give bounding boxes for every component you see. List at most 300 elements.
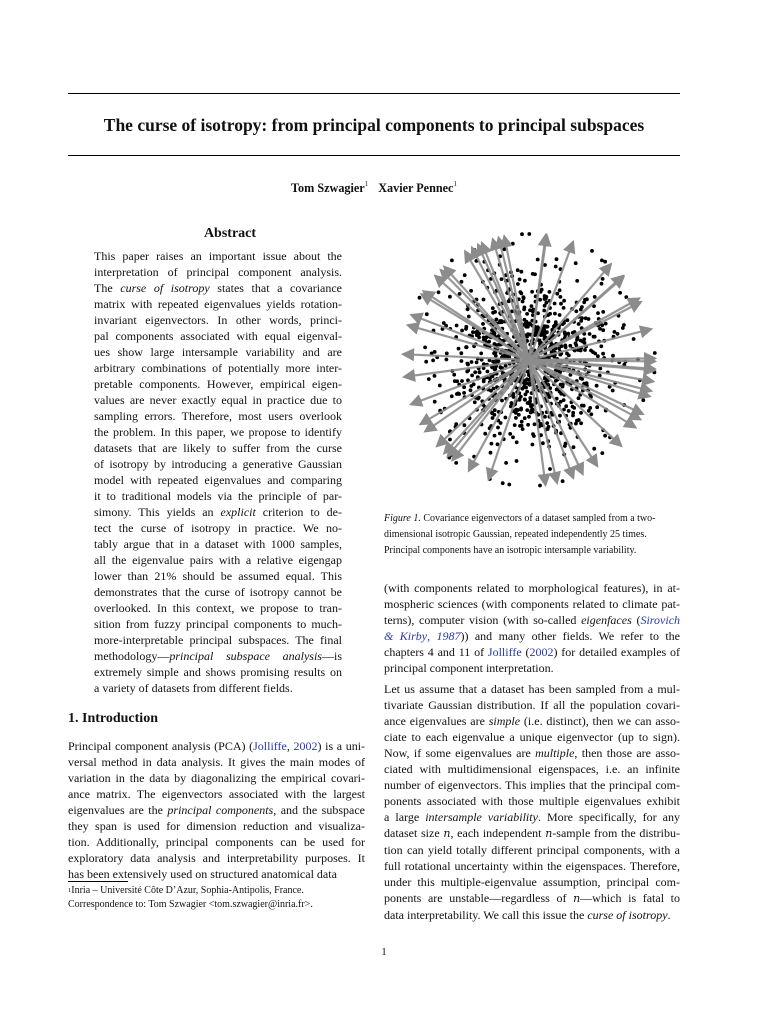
italic-text: multiple xyxy=(535,746,575,760)
sample-point xyxy=(466,362,470,366)
text-line: dataset size n, each independent n-sample from the distribu- xyxy=(384,826,681,840)
text-line: variation in the data by diagonalizing the empirical covari- xyxy=(68,771,365,785)
text-line: model with repeated eigenvalues and comparing xyxy=(94,473,342,487)
sample-point xyxy=(511,435,515,439)
citation-link[interactable]: 2002 xyxy=(293,739,318,753)
sample-point xyxy=(616,332,620,336)
sample-point xyxy=(492,360,496,364)
sample-point xyxy=(585,381,589,385)
sample-point xyxy=(501,481,505,485)
text-line: the problem. In this paper, we propose to identify xyxy=(94,425,342,439)
sample-point xyxy=(438,384,442,388)
sample-point xyxy=(507,483,511,487)
sample-point xyxy=(520,420,524,424)
text-line: all the eigenvalue pairs with a relative eigengap xyxy=(94,553,342,567)
text-line: extremely simple and shows promising results on xyxy=(94,665,342,679)
sample-point xyxy=(469,384,473,388)
sample-point xyxy=(624,295,628,299)
sample-point xyxy=(560,383,564,387)
text-line: (with components related to morphological features), in at- xyxy=(384,581,680,595)
sample-point xyxy=(601,328,605,332)
sample-point xyxy=(554,379,558,383)
sample-point xyxy=(523,398,527,402)
sample-point xyxy=(514,416,518,420)
text-line: they span is used for dimension reduction and visualiza- xyxy=(68,819,365,833)
text-line: ance matrix. The eigenvectors associated with the largest xyxy=(68,787,365,801)
sample-point xyxy=(531,272,535,276)
sample-point xyxy=(584,316,588,320)
sample-point xyxy=(577,396,581,400)
sample-point xyxy=(542,309,546,313)
text-line: demonstrates that the curse of isotropy cannot be xyxy=(94,585,342,599)
sample-point xyxy=(526,423,530,427)
right-column-paragraph-2 xyxy=(384,681,680,923)
sample-point xyxy=(525,390,529,394)
italic-text: principal subspace analysis xyxy=(169,649,322,663)
text-line: Now, if some eigenvalues are multiple, then those are asso- xyxy=(384,746,680,760)
text-line: tivariate Gaussian distribution. If all the population covari- xyxy=(384,698,680,712)
sample-point xyxy=(521,300,525,304)
sample-point xyxy=(483,432,487,436)
text-line: under this multiple-eigenvalue assumption, principal com- xyxy=(384,875,680,889)
sample-point xyxy=(433,350,437,354)
sample-point xyxy=(653,351,657,355)
sample-point xyxy=(579,411,583,415)
sample-point xyxy=(564,404,568,408)
sample-point xyxy=(555,257,559,261)
text-line: more-interpretable principal subspaces. The final xyxy=(94,633,342,647)
sample-point xyxy=(596,354,600,358)
sample-point xyxy=(475,361,479,365)
text-line: pal components associated with equal eigenval- xyxy=(94,329,342,343)
sample-point xyxy=(554,265,558,269)
text-line: ciate to each eigenvalue a unique eigenvector (up to sign). xyxy=(384,730,680,744)
sample-point xyxy=(433,400,437,404)
citation-link[interactable]: , xyxy=(427,629,437,643)
paper-title: The curse of isotropy: from principal components to principal subspaces xyxy=(103,115,645,135)
sample-point xyxy=(448,438,452,442)
sample-point xyxy=(498,432,502,436)
sample-point xyxy=(482,298,486,302)
sample-point xyxy=(525,408,529,412)
text-line: number of eigenvectors. This implies that the principal com- xyxy=(384,778,680,792)
sample-point xyxy=(500,277,504,281)
sample-point xyxy=(481,322,485,326)
sample-point xyxy=(587,409,591,413)
text-line: methodology—principal subspace analysis—is xyxy=(94,649,342,663)
sample-point xyxy=(546,427,550,431)
sample-point xyxy=(559,302,563,306)
sample-point xyxy=(559,295,563,299)
figure-1-caption: Figure 1. Covariance eigenvectors of a dataset sampled from a two- dimensional isotropic Gaussian, repeated independently 25 times. Principal components have an isotropic intersample variability. xyxy=(384,513,656,556)
sample-point xyxy=(528,322,532,326)
sample-point xyxy=(455,324,459,328)
text-line: a variety of datasets from different fields. xyxy=(94,681,293,695)
text-line: lower than 21% should be assumed equal. This xyxy=(94,569,342,583)
sample-point xyxy=(577,322,581,326)
page-number: 1 xyxy=(381,946,387,958)
footnote-mark: 1 xyxy=(68,887,72,894)
sample-point xyxy=(460,359,464,363)
sample-point xyxy=(527,232,531,236)
sample-point xyxy=(601,352,605,356)
sample-point xyxy=(595,405,599,409)
sample-point xyxy=(489,451,493,455)
sample-point xyxy=(545,421,549,425)
sample-point xyxy=(618,291,622,295)
author-name: Xavier Pennec xyxy=(378,181,454,195)
sample-point xyxy=(579,421,583,425)
text-line: principal component interpretation. xyxy=(384,661,554,675)
text-line: ance eigenvalues are simple (i.e. distinct), then we can asso- xyxy=(384,714,680,728)
sample-point xyxy=(520,270,524,274)
sample-point xyxy=(641,398,645,402)
text-line: data interpretability. We call this issue the curse of isotropy. xyxy=(384,908,671,922)
sample-point xyxy=(498,319,502,323)
footnote xyxy=(68,884,368,912)
section-heading-introduction: 1. Introduction xyxy=(68,711,158,726)
sample-point xyxy=(531,432,535,436)
sample-point xyxy=(521,427,525,431)
sample-point xyxy=(558,313,562,317)
text-line: exploratory data analysis and interpretability purposes. It xyxy=(68,851,365,865)
text-line: simony. This yields an explicit criterion to de- xyxy=(94,505,342,519)
text-line: ponents associated with those multiple eigenvalues exhibit xyxy=(384,794,680,808)
text-line: tion. Additionally, principal components can be used for xyxy=(68,835,365,849)
sample-point xyxy=(493,332,497,336)
sample-point xyxy=(564,345,568,349)
sample-point xyxy=(611,354,615,358)
italic-text: curse of isotropy xyxy=(587,908,668,922)
sample-point xyxy=(536,258,540,262)
sample-point xyxy=(450,259,454,263)
sample-point xyxy=(493,413,497,417)
text-line: & Kirby, 1987)) and many other fields. We refer to the xyxy=(384,629,681,643)
sample-point xyxy=(516,268,520,272)
sample-point xyxy=(531,443,535,447)
sample-point xyxy=(431,359,435,363)
sample-point xyxy=(575,338,579,342)
sample-point xyxy=(600,282,604,286)
sample-point xyxy=(518,397,522,401)
abstract-heading: Abstract xyxy=(203,226,257,241)
sample-point xyxy=(470,360,474,364)
citation-link[interactable]: & Kirby xyxy=(384,629,428,643)
sample-point xyxy=(592,447,596,451)
author-affiliation-mark: 1 xyxy=(364,180,369,188)
footnote-rule xyxy=(68,881,128,882)
sample-point xyxy=(600,451,604,455)
sample-point xyxy=(592,335,596,339)
top-rule xyxy=(68,93,680,94)
sample-point xyxy=(482,380,486,384)
sample-point xyxy=(513,423,517,427)
sample-point xyxy=(492,387,496,391)
sample-point xyxy=(464,327,468,331)
text-line: ciated with multidimensional eigenspaces, i.e. an infinite xyxy=(384,762,680,776)
sample-point xyxy=(465,345,469,349)
sample-point xyxy=(473,400,477,404)
sample-point xyxy=(566,332,570,336)
sample-point xyxy=(523,416,527,420)
sample-point xyxy=(585,297,589,301)
text-line: matrix with repeated eigenvalues yields rotation- xyxy=(94,297,342,311)
sample-point xyxy=(418,296,422,300)
sample-point xyxy=(518,278,522,282)
math-symbol: n xyxy=(573,892,581,905)
math-symbol: n xyxy=(443,827,451,840)
text-line: invariant eigenvectors. In other words, princi- xyxy=(94,313,342,327)
sample-point xyxy=(531,408,535,412)
sample-point xyxy=(462,391,466,395)
sample-point xyxy=(580,377,584,381)
sample-point xyxy=(553,302,557,306)
sample-point xyxy=(463,423,467,427)
sample-point xyxy=(579,319,583,323)
text-line: ponents are unstable—regardless of n—which is fatal to xyxy=(384,891,681,905)
sample-point xyxy=(522,308,526,312)
sample-point xyxy=(541,441,545,445)
sample-point xyxy=(433,374,437,378)
sample-point xyxy=(582,300,586,304)
text-line: tion can yield totally different principal components, with a xyxy=(384,843,680,857)
sample-point xyxy=(519,290,523,294)
sample-point xyxy=(491,416,495,420)
sample-point xyxy=(572,445,576,449)
footnote-affiliation: Inria – Université Côte D’Azur, Sophia-Antipolis, France. xyxy=(71,885,304,896)
sample-point xyxy=(514,408,518,412)
citation-link[interactable]: Sirovich xyxy=(640,613,681,627)
sample-point xyxy=(511,242,515,246)
sample-point xyxy=(523,279,527,283)
sample-point xyxy=(463,273,467,277)
sample-point xyxy=(632,337,636,341)
sample-point xyxy=(516,282,520,286)
caption-label: Figure 1. xyxy=(384,513,421,524)
sample-point xyxy=(588,332,592,336)
sample-point xyxy=(450,394,454,398)
sample-point xyxy=(523,318,527,322)
text-line: sampling errors. Therefore, most users overlook xyxy=(94,409,342,423)
sample-point xyxy=(530,304,534,308)
text-line: interpretation of principal component analysis. xyxy=(94,265,342,279)
sample-point xyxy=(544,297,548,301)
text-line: Principal component analysis (PCA) (Jolliffe, 2002) is a uni- xyxy=(68,739,366,753)
text-line: full rotational uncertainty within the eigenspaces. Therefore, xyxy=(384,859,680,873)
text-line: a large intersample variability. More specifically, for any xyxy=(384,810,681,824)
citation-link[interactable]: 2002 xyxy=(529,645,554,659)
sample-point xyxy=(515,459,519,463)
sample-point xyxy=(479,352,483,356)
sample-point xyxy=(520,424,524,428)
sample-point xyxy=(504,416,508,420)
sample-point xyxy=(508,432,512,436)
sample-point xyxy=(538,484,542,488)
sample-point xyxy=(604,322,608,326)
sample-point xyxy=(510,401,514,405)
sample-point xyxy=(561,479,565,483)
sample-point xyxy=(454,461,458,465)
sample-point xyxy=(424,360,428,364)
sample-point xyxy=(496,426,500,430)
sample-point xyxy=(459,351,463,355)
text-line: Let us assume that a dataset has been sampled from a mul- xyxy=(384,682,680,696)
sample-point xyxy=(593,295,597,299)
sample-point xyxy=(477,332,481,336)
sample-point xyxy=(583,341,587,345)
sample-point xyxy=(530,290,534,294)
sample-point xyxy=(603,260,607,264)
sample-point xyxy=(603,434,607,438)
title-bottom-rule xyxy=(68,155,680,156)
citation-link[interactable]: 1987 xyxy=(436,629,461,643)
sample-point xyxy=(524,386,528,390)
sample-point xyxy=(599,344,603,348)
sample-point xyxy=(580,305,584,309)
text-line: pretable components. However, empirical eigen- xyxy=(94,377,342,391)
author-affiliation-mark: 1 xyxy=(453,180,457,188)
sample-point xyxy=(437,290,441,294)
sample-point xyxy=(469,289,473,293)
sample-point xyxy=(568,344,572,348)
sample-point xyxy=(527,415,531,419)
sample-point xyxy=(522,295,526,299)
sample-point xyxy=(590,249,594,253)
sample-point xyxy=(456,392,460,396)
sample-point xyxy=(470,374,474,378)
sample-point xyxy=(445,358,449,362)
sample-point xyxy=(571,414,575,418)
sample-point xyxy=(558,414,562,418)
sample-point xyxy=(492,351,496,355)
text-line: mospheric sciences (with components related to climate pat- xyxy=(384,597,680,611)
sample-point xyxy=(473,370,477,374)
sample-point xyxy=(544,331,548,335)
sample-point xyxy=(601,310,605,314)
text-line: chapters 4 and 11 of Jolliffe (2002) for detailed examples of xyxy=(384,645,681,659)
citation-link[interactable]: Jolliffe xyxy=(253,739,287,753)
sample-point xyxy=(553,312,557,316)
sample-point xyxy=(562,306,566,310)
sample-point xyxy=(563,332,567,336)
sample-point xyxy=(519,408,523,412)
text-line: terns), computer vision (with so-called eigenfaces (Sirovich xyxy=(384,613,681,627)
sample-point xyxy=(540,288,544,292)
sample-point xyxy=(517,413,521,417)
sample-point xyxy=(565,352,569,356)
sample-point xyxy=(427,377,431,381)
text-line: arbitrary combinations of potentially more inter- xyxy=(94,361,342,375)
introduction-body xyxy=(68,738,365,882)
text-line: ues show large intersample variability and are xyxy=(94,345,342,359)
figure-1-eigenvector-plot xyxy=(392,222,666,498)
sample-point xyxy=(423,346,427,350)
text-line: of isotropy by introducing a generative Gaussian xyxy=(94,457,342,471)
sample-point xyxy=(504,461,508,465)
math-symbol: n xyxy=(545,827,553,840)
sample-point xyxy=(530,403,534,407)
sample-point xyxy=(575,419,579,423)
sample-point xyxy=(515,440,519,444)
italic-text: intersample variability xyxy=(425,810,538,824)
sample-point xyxy=(425,312,429,316)
sample-point xyxy=(491,311,495,315)
text-line: has been extensively used on structured anatomical data xyxy=(68,867,337,881)
sample-point xyxy=(496,442,500,446)
sample-point xyxy=(583,348,587,352)
italic-text: principal components xyxy=(167,803,274,817)
sample-point xyxy=(572,406,576,410)
right-column-paragraph-1 xyxy=(384,580,680,676)
sample-point xyxy=(596,311,600,315)
sample-point xyxy=(595,384,599,388)
sample-point xyxy=(544,325,548,329)
sample-point xyxy=(574,309,578,313)
sample-point xyxy=(567,409,571,413)
sample-point xyxy=(548,467,552,471)
sample-point xyxy=(466,307,470,311)
sample-point xyxy=(486,370,490,374)
author-list xyxy=(68,181,680,196)
sample-point xyxy=(512,395,516,399)
sample-point xyxy=(601,277,605,281)
sample-point xyxy=(520,232,524,236)
sample-point xyxy=(574,261,578,265)
sample-point xyxy=(448,295,452,299)
text-line: eigenvalues are the principal components, and the subspace xyxy=(68,803,365,817)
text-line: tect the curse of isotropy in practice. We no- xyxy=(94,521,342,535)
italic-text: curse of isotropy xyxy=(120,281,210,295)
text-line: versal method in data analysis. It gives the main modes of xyxy=(68,755,365,769)
sample-point xyxy=(524,379,528,383)
sample-point xyxy=(548,312,552,316)
sample-point xyxy=(453,379,457,383)
sample-point xyxy=(575,279,579,283)
text-line: sition from fuzzy principal components to much- xyxy=(94,617,342,631)
text-line: The curse of isotropy states that a covariance xyxy=(94,281,343,295)
sample-point xyxy=(591,350,595,354)
sample-point xyxy=(548,290,552,294)
citation-link[interactable]: Jolliffe xyxy=(487,645,522,659)
sample-point xyxy=(460,379,464,383)
text-line: values are never exactly equal in practice due to xyxy=(94,393,342,407)
text-line: datasets that are likely to suffer from the curse xyxy=(94,441,342,455)
sample-point xyxy=(543,415,547,419)
sample-point xyxy=(445,352,449,356)
sample-point xyxy=(555,292,559,296)
sample-point xyxy=(493,368,497,372)
sample-point xyxy=(478,370,482,374)
sample-point xyxy=(611,389,615,393)
italic-text: simple xyxy=(488,714,521,728)
sample-point xyxy=(452,373,456,377)
sample-point xyxy=(533,422,537,426)
sample-point xyxy=(524,322,528,326)
sample-point xyxy=(558,288,562,292)
footnote-correspondence: Correspondence to: Tom Szwagier <tom.szwagier@inria.fr>. xyxy=(68,899,313,910)
text-line: This paper raises an important issue about the xyxy=(94,249,342,263)
text-line: tably argue that in a dataset with 1000 samples, xyxy=(94,537,342,551)
sample-point xyxy=(528,308,532,312)
text-line: it to traditional models via the principle of par- xyxy=(94,489,342,503)
sample-point xyxy=(495,318,499,322)
sample-point xyxy=(490,442,494,446)
sample-point xyxy=(622,323,626,327)
sample-point xyxy=(457,347,461,351)
text-line: overlooked. In this context, we propose to tran- xyxy=(94,601,342,615)
sample-point xyxy=(528,399,532,403)
sample-point xyxy=(582,404,586,408)
